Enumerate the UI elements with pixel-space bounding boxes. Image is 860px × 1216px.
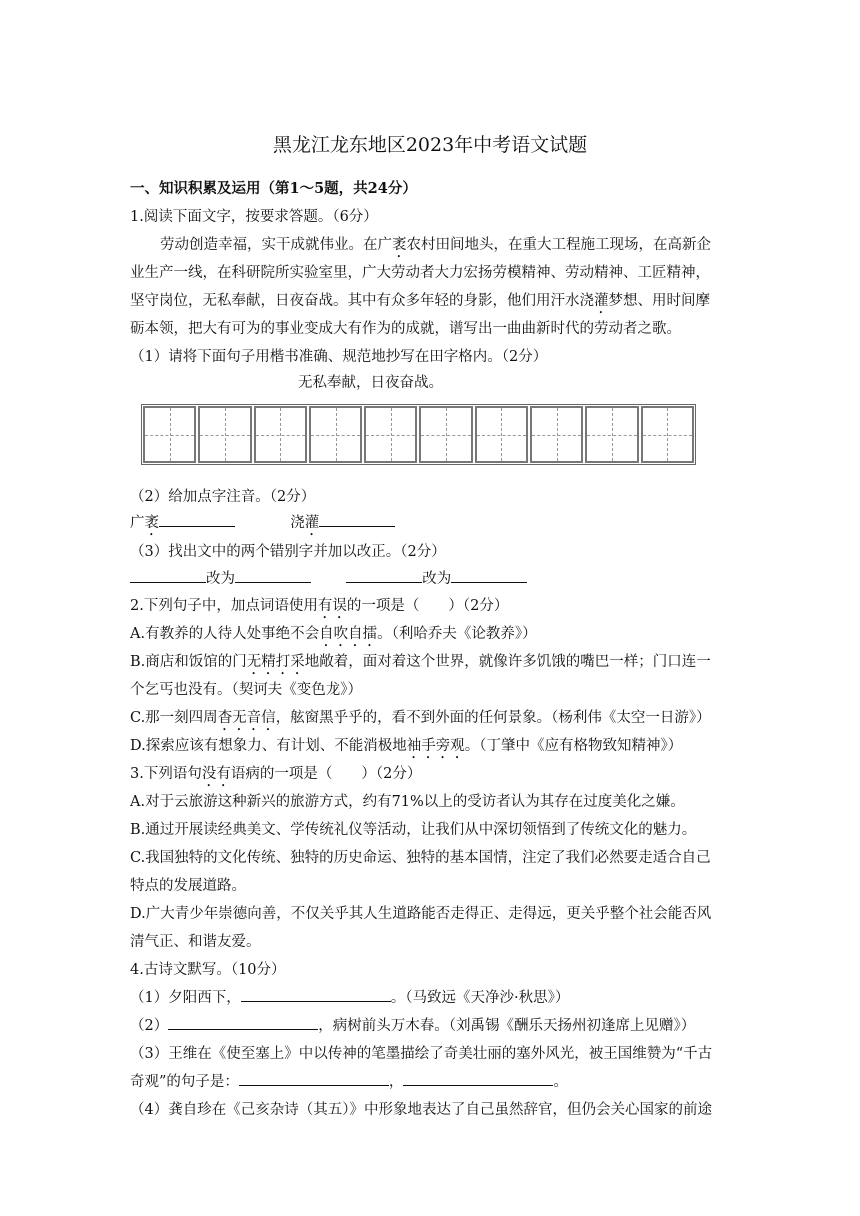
q3-stem: 3.下列语句没有语病的一项是（ ）（2分）: [130, 766, 422, 782]
q3-option-a: A.对于云旅游这种新兴的旅游方式，约有71%以上的受访者认为其存在过度美化之嫌。: [130, 794, 685, 810]
answer-blank[interactable]: [346, 568, 422, 583]
copy-text: 无私奉献，日夜奋战。: [298, 375, 443, 391]
q1-sub2: （2）给加点字注音。（2分）: [130, 489, 316, 505]
page-title: 黑龙江龙东地区2023年中考语文试题: [272, 134, 588, 156]
q4-item-2: （2） ，病树前头万木春。（刘禹锡《酬乐天扬州初逢席上见赠》）: [130, 1014, 695, 1035]
grid-cell[interactable]: [198, 406, 251, 463]
q1-stem: 1.阅读下面文字，按要求答题。（6分）: [130, 209, 378, 225]
q1-passage-line-3: 坚守岗位，无私奉献，日夜奋战。其中有众多年轻的身影，他们用汗水浇灌梦想、用时间摩: [130, 293, 710, 309]
q1-passage-line-4: 砺本领，把大有可为的事业变成大有作为的成就，谱写出一曲曲新时代的劳动者之歌。: [130, 321, 681, 337]
q2-stem: 2.下列句子中，加点词语使用有误的一项是（ ）（2分）: [130, 598, 509, 614]
grid-cell[interactable]: [143, 406, 196, 463]
answer-blank[interactable]: [159, 512, 235, 527]
q2-option-d: D.探索应该有想象力、有计划、不能消极地袖手旁观。（丁肇中《应有格物致知精神》）: [130, 738, 683, 754]
tianzige-grid[interactable]: [141, 404, 696, 465]
answer-blank[interactable]: [403, 1071, 553, 1086]
q2-option-b: B.商店和饭馆的门无精打采地敞着，面对着这个世界，就像许多饥饿的嘴巴一样；门口连一: [130, 654, 711, 670]
grid-cell[interactable]: [309, 406, 362, 463]
section-heading: 一、知识积累及运用（第1～5题，共24分）: [130, 180, 417, 197]
q2-option-b-cont: 个乞丐也没有。（契诃夫《变色龙》）: [130, 682, 362, 698]
grid-cell[interactable]: [585, 406, 638, 463]
q1-sub1: （1）请将下面句子用楷书准确、规范地抄写在田字格内。（2分）: [130, 349, 548, 365]
answer-blank[interactable]: [239, 1071, 389, 1086]
q4-item-4: （4）龚自珍在《己亥杂诗（其五）》中形象地表达了自己虽然辞官，但仍会关心国家的前途: [130, 1102, 712, 1118]
q4-item-3: （3）王维在《使至塞上》中以传神的笔墨描绘了奇美壮丽的塞外风光，被王国维赞为“千古: [130, 1046, 713, 1062]
q1-sub3: （3）找出文中的两个错别字并加以改正。（2分）: [130, 544, 446, 560]
grid-cell[interactable]: [641, 406, 694, 463]
grid-cell[interactable]: [254, 406, 307, 463]
grid-cell[interactable]: [364, 406, 417, 463]
answer-blank[interactable]: [130, 568, 206, 583]
q3-option-b: B.通过开展读经典美文、学传统礼仪等活动，让我们从中深切领悟到了传统文化的魅力。: [130, 822, 697, 838]
dotted-char: 袤: [392, 237, 407, 253]
dotted-char: 灌: [594, 293, 609, 309]
grid-cell[interactable]: [530, 406, 583, 463]
answer-blank[interactable]: [241, 987, 391, 1002]
answer-blank[interactable]: [168, 1015, 318, 1030]
q2-option-c: C.那一刻四周杳无音信，舷窗黑乎乎的，看不到外面的任何景象。（杨利伟《太空一日游》）: [130, 710, 711, 726]
q2-option-a: A.有教养的人待人处事绝不会自吹自擂。（利哈乔夫《论教养》）: [130, 626, 537, 642]
change-to-label: 改为: [206, 571, 235, 587]
answer-blank[interactable]: [235, 568, 311, 583]
pinyin-row: [130, 511, 395, 539]
q4-stem: 4.古诗文默写。（10分）: [130, 962, 286, 978]
q4-item-3-cont: 奇观”的句子是： ， 。: [130, 1070, 568, 1091]
q4-item-1: （1）夕阳西下， 。（马致远《天净沙·秋思》）: [130, 986, 569, 1007]
q1-passage-line-2: 业生产一线，在科研院所实验室里，广大劳动者大力宏扬劳模精神、劳动精神、工匠精神，: [130, 265, 710, 281]
answer-blank[interactable]: [319, 512, 395, 527]
q3-option-c: C.我国独特的文化传统、独特的历史命运、独特的基本国情，注定了我们必然要走适合自己: [130, 850, 711, 866]
q3-option-c-cont: 特点的发展道路。: [130, 878, 246, 894]
q3-option-d: D.广大青少年崇德向善，不仅关乎其人生道路能否走得正、走得远，更关乎整个社会能否风: [130, 906, 712, 922]
grid-cell[interactable]: [419, 406, 472, 463]
pinyin-word-b: 浇灌: [290, 515, 320, 531]
pinyin-word-a: 广袤: [130, 515, 159, 531]
q1-passage-line-1: 劳动创造幸福，实干成就伟业。在广袤农村田间地头，在重大工程施工现场，在高新企: [160, 237, 711, 253]
grid-cell[interactable]: [475, 406, 528, 463]
change-to-label: 改为: [422, 571, 452, 587]
q3-option-d-cont: 清气正、和谐友爱。: [130, 934, 261, 950]
answer-blank[interactable]: [451, 568, 527, 583]
correction-row: [130, 567, 527, 588]
